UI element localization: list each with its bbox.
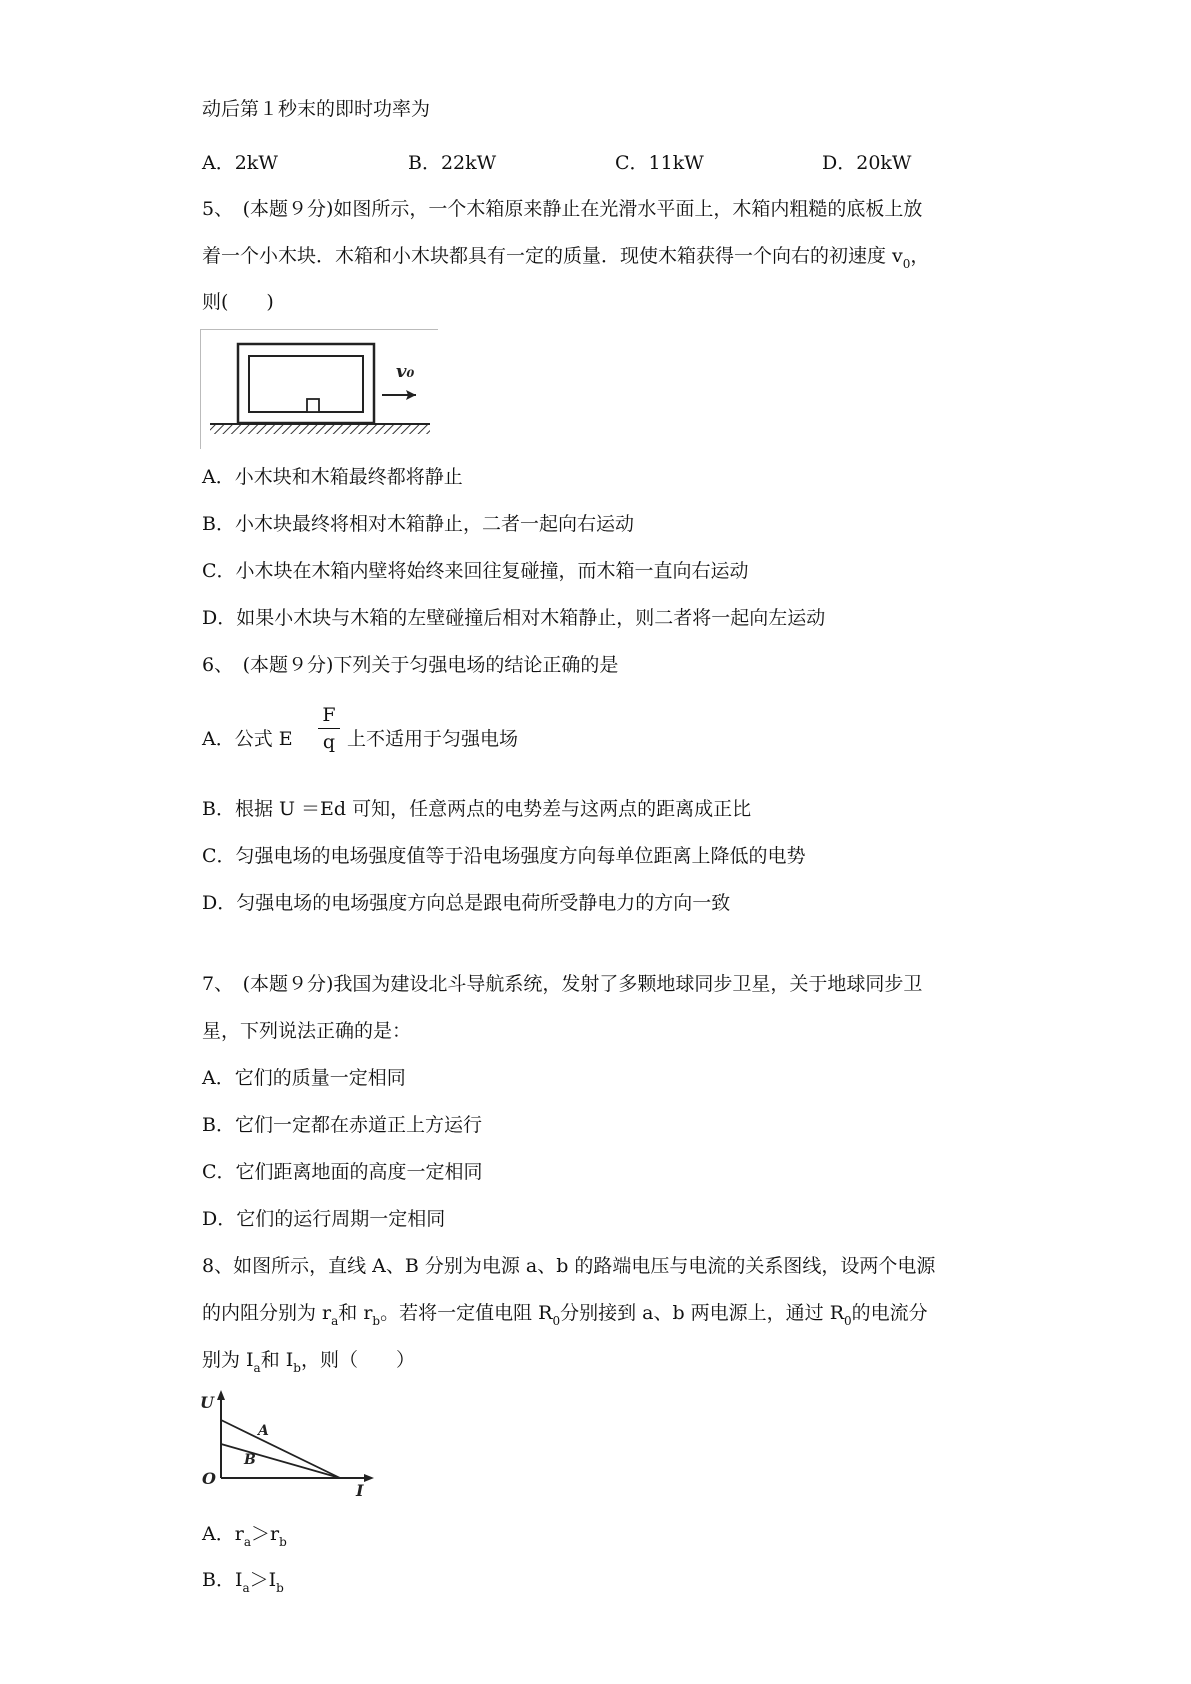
- graph-x-axis-label: I: [356, 1481, 364, 1496]
- graph-line-b-label: B: [244, 1452, 256, 1468]
- q6-option-a-prefix: A．公式 E: [202, 728, 293, 750]
- q5-option-a: A．小木块和木箱最终都将静止: [202, 466, 463, 488]
- q5-stem-line2: 着一个小木块．木箱和小木块都具有一定的质量．现使木箱获得一个向右的初速度 $v_0$，: [202, 245, 930, 271]
- graph-line-a-label: A: [258, 1423, 269, 1439]
- q4-option-c: C．11kW: [615, 152, 704, 174]
- q5-box-figure: [200, 329, 440, 451]
- graph-y-axis-label: U: [200, 1393, 214, 1412]
- q8-stem-line1: 8、如图所示，直线 A、B 分别为电源 a、b 的路端电压与电流的关系图线，设两个电源: [202, 1255, 936, 1277]
- velocity-label: v₀: [396, 361, 415, 382]
- q8-option-b: B．$I_a>I_b$: [202, 1569, 284, 1595]
- q8-stem-line3: 别为 $I_a$和 $I_b$，则（ ）: [202, 1349, 415, 1375]
- small-block: [307, 399, 319, 412]
- q4-option-a: A．2kW: [202, 152, 278, 174]
- graph-y-arrowhead: [217, 1390, 225, 1400]
- q4-option-b: B．22kW: [408, 152, 497, 174]
- q5-option-d: D．如果小木块与木箱的左壁碰撞后相对木箱静止，则二者将一起向左运动: [202, 607, 826, 629]
- q4-options: [202, 150, 1002, 176]
- q6-stem: 6、 (本题９分)下列关于匀强电场的结论正确的是: [202, 654, 619, 676]
- q7-stem-line2: 星，下列说法正确的是：: [202, 1020, 412, 1042]
- fraction-denominator: q: [322, 731, 336, 753]
- q8-ui-graph: [196, 1386, 386, 1496]
- q7-option-c: C．它们距离地面的高度一定相同: [202, 1161, 483, 1183]
- q4-option-d: D．20kW: [822, 152, 912, 174]
- graph-x-arrowhead: [364, 1474, 374, 1482]
- q6-option-b: B．根据 U ＝Ed 可知，任意两点的电势差与这两点的距离成正比: [202, 798, 752, 820]
- ground-hatch: [210, 425, 430, 434]
- fraction-numerator: F: [322, 704, 336, 726]
- q8-option-a: A．$r_a>r_b$: [202, 1523, 287, 1549]
- q8-stem-line2: 的内阻分别为 $r_a$和 $r_b$。若将一定值电阻 $R_0$分别接到 a、b 两电源上，通过 $R_0$的电流分: [202, 1302, 928, 1328]
- q6-option-a-suffix: 上不适用于匀强电场: [347, 728, 519, 750]
- q7-option-a: A．它们的质量一定相同: [202, 1067, 406, 1089]
- graph-origin-label: O: [202, 1469, 216, 1488]
- q5-option-c: C．小木块在木箱内壁将始终来回往复碰撞，而木箱一直向右运动: [202, 560, 749, 582]
- q6-formula-fraction: [318, 703, 340, 754]
- box-inner: [249, 356, 363, 412]
- q6-option-c: C．匀强电场的电场强度值等于沿电场强度方向每单位距离上降低的电势: [202, 845, 806, 867]
- fraction-bar: [318, 728, 340, 729]
- q7-option-b: B．它们一定都在赤道正上方运行: [202, 1114, 482, 1136]
- q5-stem-line3: 则( ): [202, 291, 274, 313]
- q4-question-tail: 动后第１秒末的即时功率为: [202, 98, 431, 120]
- q7-option-d: D．它们的运行周期一定相同: [202, 1208, 446, 1230]
- q5-stem-line1: 5、 (本题９分)如图所示，一个木箱原来静止在光滑水平面上，木箱内粗糙的底板上放: [202, 198, 923, 220]
- q6-option-d: D．匀强电场的电场强度方向总是跟电荷所受静电力的方向一致: [202, 892, 731, 914]
- q5-option-b: B．小木块最终将相对木箱静止，二者一起向右运动: [202, 513, 634, 535]
- q7-stem-line1: 7、 (本题９分)我国为建设北斗导航系统，发射了多颗地球同步卫星，关于地球同步卫: [202, 973, 923, 995]
